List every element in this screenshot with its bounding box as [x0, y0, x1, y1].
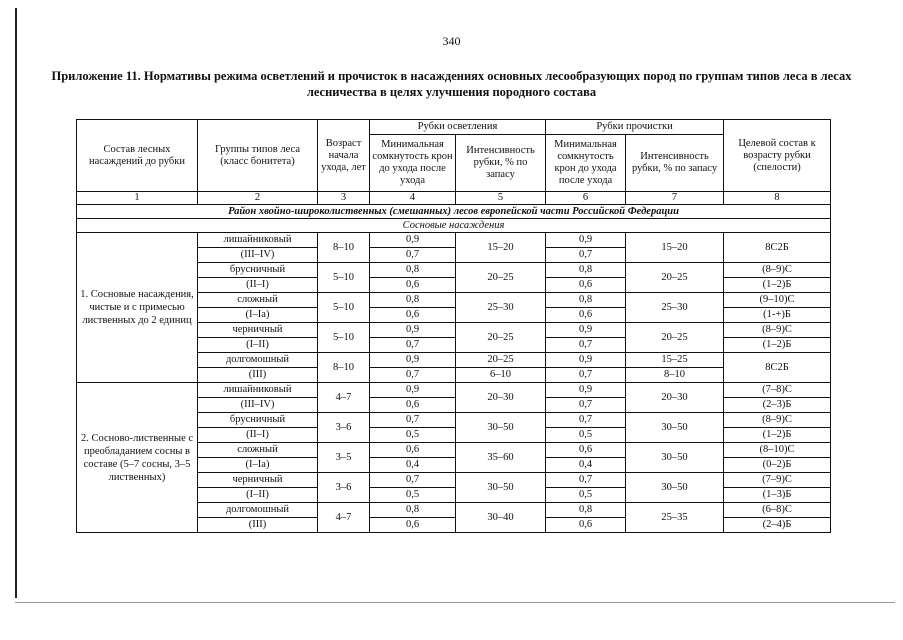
intensity-proch: 15–25	[626, 353, 724, 368]
density-before-osv: 0,9	[370, 383, 456, 398]
density-before-proch: 0,8	[546, 503, 626, 518]
density-after-osv: 0,6	[370, 518, 456, 533]
bonitet-class: (I–II)	[198, 488, 318, 503]
target-composition: (8–9)С	[724, 323, 831, 338]
table-row	[77, 383, 831, 398]
header-group-osvetlenie: Рубки осветления	[370, 120, 546, 135]
density-after-osv: 0,5	[370, 488, 456, 503]
density-before-proch: 0,8	[546, 293, 626, 308]
intensity-osv: 25–30	[456, 293, 546, 323]
density-before-osv: 0,6	[370, 443, 456, 458]
target-composition: (1–2)Б	[724, 338, 831, 353]
scan-edge-bottom	[15, 602, 895, 603]
forest-type: брусничный	[198, 413, 318, 428]
density-after-proch: 0,5	[546, 488, 626, 503]
appendix-title: Приложение 11. Нормативы режима осветлений и прочисток в насаждениях основных лесообразующих пород по группам типов леса в лесах лесничества в целях улучшения породного состава	[51, 69, 852, 99]
density-after-osv: 0,6	[370, 278, 456, 293]
intensity-osv: 20–30	[456, 383, 546, 413]
density-after-proch: 0,4	[546, 458, 626, 473]
intensity-proch: 30–50	[626, 473, 724, 503]
target-composition: (8–9)С	[724, 263, 831, 278]
forest-type: черничный	[198, 323, 318, 338]
col-number: 4	[370, 192, 456, 205]
intensity-proch: 30–50	[626, 413, 724, 443]
start-age: 4–7	[318, 383, 370, 413]
bonitet-class: (III)	[198, 518, 318, 533]
forest-type: черничный	[198, 473, 318, 488]
forest-type: брусничный	[198, 263, 318, 278]
col-number: 1	[77, 192, 198, 205]
start-age: 3–5	[318, 443, 370, 473]
header-start-age: Возраст начала ухода, лет	[318, 120, 370, 192]
norms-table	[76, 119, 831, 533]
density-before-proch: 0,9	[546, 353, 626, 368]
header-intensity-proch: Интенсивность рубки, % по запасу	[626, 135, 724, 192]
intensity-osv: 35–60	[456, 443, 546, 473]
intensity-osv: 20–25	[456, 323, 546, 353]
density-before-osv: 0,8	[370, 263, 456, 278]
target-composition: (1–2)Б	[724, 428, 831, 443]
bonitet-class: (III–IV)	[198, 248, 318, 263]
intensity-osv: 30–50	[456, 413, 546, 443]
header-composition: Состав лесных насаждений до рубки	[77, 120, 198, 192]
intensity-osv: 30–50	[456, 473, 546, 503]
bonitet-class: (II–I)	[198, 278, 318, 293]
density-before-osv: 0,9	[370, 323, 456, 338]
col-number: 6	[546, 192, 626, 205]
bonitet-class: (I–Ia)	[198, 308, 318, 323]
target-composition: (2–3)Б	[724, 398, 831, 413]
target-composition: (1–2)Б	[724, 278, 831, 293]
forest-type: сложный	[198, 293, 318, 308]
intensity-proch: 20–25	[626, 323, 724, 353]
density-before-proch: 0,8	[546, 263, 626, 278]
density-after-osv: 0,7	[370, 248, 456, 263]
forest-type: долгомошный	[198, 353, 318, 368]
col-number: 7	[626, 192, 724, 205]
target-composition: (9–10)С	[724, 293, 831, 308]
target-composition: (1–3)Б	[724, 488, 831, 503]
header-target-composition: Целевой состав к возрасту рубки (спелости)	[724, 120, 831, 192]
density-before-osv: 0,8	[370, 503, 456, 518]
subheading: Сосновые насаждения	[77, 219, 831, 233]
intensity-osv: 30–40	[456, 503, 546, 533]
composition-group: 2. Сосново-лиственные с преобладанием сосны в составе (5–7 сосны, 3–5 лиственных)	[77, 383, 198, 533]
density-after-osv: 0,7	[370, 368, 456, 383]
density-after-proch: 0,7	[546, 368, 626, 383]
density-after-proch: 0,6	[546, 278, 626, 293]
target-composition: (8–9)С	[724, 413, 831, 428]
intensity-proch: 30–50	[626, 443, 724, 473]
intensity-proch: 15–20	[626, 233, 724, 263]
target-composition: (0–2)Б	[724, 458, 831, 473]
col-number: 2	[198, 192, 318, 205]
density-after-proch: 0,7	[546, 338, 626, 353]
forest-type: лишайниковый	[198, 383, 318, 398]
target-composition: (2–4)Б	[724, 518, 831, 533]
start-age: 8–10	[318, 353, 370, 383]
table-row	[77, 233, 831, 248]
density-before-osv: 0,8	[370, 293, 456, 308]
header-group-prochistka: Рубки прочистки	[546, 120, 724, 135]
density-after-osv: 0,4	[370, 458, 456, 473]
density-before-proch: 0,6	[546, 443, 626, 458]
intensity-proch: 25–30	[626, 293, 724, 323]
intensity-proch: 25–35	[626, 503, 724, 533]
scan-edge-left	[15, 8, 17, 598]
density-after-proch: 0,6	[546, 308, 626, 323]
col-number: 8	[724, 192, 831, 205]
density-before-proch: 0,9	[546, 233, 626, 248]
forest-type: сложный	[198, 443, 318, 458]
density-before-proch: 0,9	[546, 383, 626, 398]
forest-type: лишайниковый	[198, 233, 318, 248]
target-composition: 8С2Б	[724, 233, 831, 263]
header-min-density-proch: Минимальная сомкнутость крон до ухода после ухода	[546, 135, 626, 192]
target-composition: (6–8)С	[724, 503, 831, 518]
start-age: 8–10	[318, 233, 370, 263]
target-composition: (1-+)Б	[724, 308, 831, 323]
bonitet-class: (I–II)	[198, 338, 318, 353]
density-before-proch: 0,9	[546, 323, 626, 338]
region-heading: Район хвойно-широколиственных (смешанных) лесов европейской части Российской Федерации	[77, 205, 831, 219]
start-age: 5–10	[318, 293, 370, 323]
intensity-osv: 20–25	[456, 263, 546, 293]
forest-type: долгомошный	[198, 503, 318, 518]
density-after-proch: 0,7	[546, 248, 626, 263]
col-number: 3	[318, 192, 370, 205]
target-composition: 8С2Б	[724, 353, 831, 383]
start-age: 4–7	[318, 503, 370, 533]
density-before-osv: 0,9	[370, 233, 456, 248]
intensity-proch: 8–10	[626, 368, 724, 383]
density-after-proch: 0,7	[546, 398, 626, 413]
start-age: 5–10	[318, 263, 370, 293]
header-intensity-osv: Интенсивность рубки, % по запасу	[456, 135, 546, 192]
bonitet-class: (III)	[198, 368, 318, 383]
density-before-osv: 0,9	[370, 353, 456, 368]
density-after-proch: 0,6	[546, 518, 626, 533]
intensity-proch: 20–30	[626, 383, 724, 413]
density-before-proch: 0,7	[546, 473, 626, 488]
bonitet-class: (III–IV)	[198, 398, 318, 413]
density-after-osv: 0,6	[370, 398, 456, 413]
start-age: 3–6	[318, 473, 370, 503]
target-composition: (8–10)С	[724, 443, 831, 458]
composition-group: 1. Сосновые насаждения, чистые и с примесью лиственных до 2 единиц	[77, 233, 198, 383]
target-composition: (7–9)С	[724, 473, 831, 488]
bonitet-class: (II–I)	[198, 428, 318, 443]
start-age: 3–6	[318, 413, 370, 443]
intensity-proch: 20–25	[626, 263, 724, 293]
bonitet-class: (I–Ia)	[198, 458, 318, 473]
density-after-osv: 0,6	[370, 308, 456, 323]
density-after-osv: 0,5	[370, 428, 456, 443]
density-after-osv: 0,7	[370, 338, 456, 353]
density-before-osv: 0,7	[370, 473, 456, 488]
start-age: 5–10	[318, 323, 370, 353]
intensity-osv: 20–25	[456, 353, 546, 368]
target-composition: (7–8)С	[724, 383, 831, 398]
page-number: 340	[442, 34, 461, 48]
density-before-proch: 0,7	[546, 413, 626, 428]
intensity-osv: 15–20	[456, 233, 546, 263]
density-before-osv: 0,7	[370, 413, 456, 428]
col-number: 5	[456, 192, 546, 205]
header-forest-type-groups: Группы типов леса (класс бонитета)	[198, 120, 318, 192]
intensity-osv: 6–10	[456, 368, 546, 383]
density-after-proch: 0,5	[546, 428, 626, 443]
header-min-density-osv: Минимальная сомкнутость крон до ухода после ухода	[370, 135, 456, 192]
